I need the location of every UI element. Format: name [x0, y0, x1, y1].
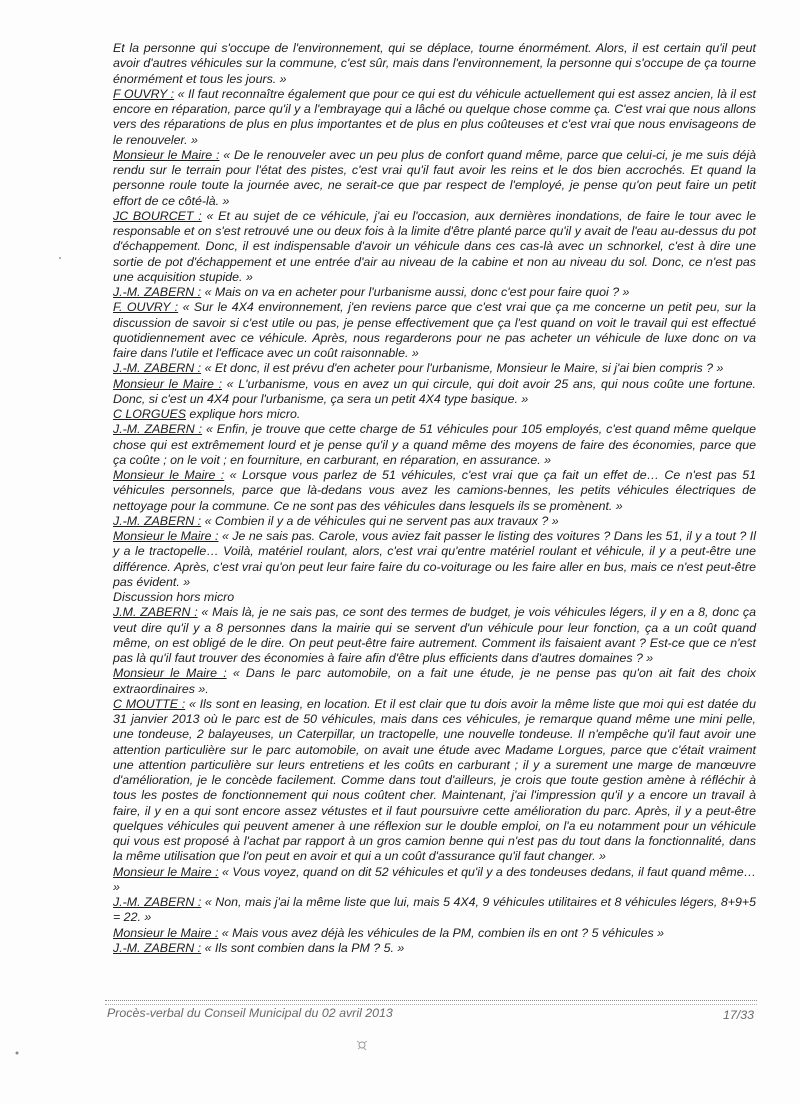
scan-dot-icon [14, 1050, 20, 1056]
speech-text: « Je ne sais pas. Carole, vous aviez fait passer le listing des voitures ? Dans les 51, il y a tout ? Il y a le tractopelle… Voilà, matériel roulant, alors, c'est vrai qu'entre matériel roulant et véhicule, il y a peut-être une différence. Après, c'est vrai qu'on peut leur faire faire du co-voiturage ou les faire aller en bus, mais ce n'est peut-être pas évident. » [113, 529, 756, 589]
speech-text: « Dans le parc automobile, on a fait une étude, je ne pense pas qu'on ait fait des choix extraordinaires ». [113, 666, 757, 696]
speech-text: « Enfin, je trouve que cette charge de 51 véhicules pour 105 employés, c'est quand même quelque chose qui est extrêmement lourd et je pense qu'il y a quand même des moyens de faire des économies, parce que ça coûte ; on le voit ; en fourniture, en carburant, en réparation, en assurance. » [113, 422, 756, 467]
speech-text: Discussion hors micro [113, 590, 235, 604]
speech-text: « L'urbanisme, vous en avez un qui circule, qui doit avoir 25 ans, qui nous coûte une fortune. Donc, si c'est un 4X4 pour l'urbanisme, ça sera un petit 4X4 type basique. » [113, 376, 757, 406]
paragraph [113, 407, 756, 422]
paragraph [113, 895, 756, 926]
speaker-name: C MOUTTE : [113, 696, 186, 711]
speech-text: « Non, mais j'ai la même liste que lui, mais 5 4X4, 9 véhicules utilitaires et 8 véhicules légers, 8+9+5 = 22. » [113, 895, 756, 925]
speech-text: « Il faut reconnaître également que pour ce qui est du véhicule actuellement qui est assez ancien, là il est encore en réparation, parce qu'il y a l'embrayage qui a lâché ou quelque chose comme ça. C'est vrai que nous allons vers des réparations de plus en plus importantes et de plus en plus coûteuses et c'est vrai que nous envisageons de le renouveler. » [113, 86, 756, 147]
speaker-name: Monsieur le Maire : [113, 147, 220, 162]
speech-text: « Lorsque vous parlez de 51 véhicules, c'est vrai que ça fait un effet de… Ce n'est pas 51 véhicules personnels, parce que là-dedans vous avez les camions-bennes, les petits véhicules électriques de nettoyage pour la commune. Ce ne sont pas des véhicules dans lesquels ils se promènent. » [113, 468, 757, 513]
speech-text: « Combien il y a de véhicules qui ne servent pas aux travaux ? » [201, 513, 559, 528]
speaker-name: J.-M. ZABERN : [113, 940, 202, 955]
paragraph [113, 377, 756, 408]
speech-text: « Et au sujet de ce véhicule, j'ai eu l'occasion, aux dernières inondations, de faire le tour avec le responsable et on s'est retrouvé une ou deux fois à la limite d'être planté parce qu'il y avait de l'eau au-dessus du pot d'échappement. Donc, il est indispensable d'avoir un véhicule dans ces cas-là avec un schnorkel, c'est à dire une sortie de pot d'échappement et une entrée d'air au niveau de la cabine et non au niveau du sol. Donc, ce n'est pas une acquisition stupide. » [113, 208, 756, 284]
speaker-name: JC BOURCET : [113, 208, 202, 223]
paragraph [113, 590, 756, 605]
paragraph [113, 361, 756, 376]
speaker-name: Monsieur le Maire : [113, 925, 219, 940]
paragraph [113, 941, 756, 956]
speech-text: « Mais vous avez déjà les véhicules de la PM, combien ils en ont ? 5 véhicules » [218, 925, 664, 940]
paragraph [113, 285, 756, 300]
footer-title: Procès-verbal du Conseil Municipal du 02 avril 2013 [107, 1006, 393, 1020]
speaker-name: Monsieur le Maire : [113, 468, 225, 482]
speaker-name: F OUVRY : [113, 86, 175, 101]
paragraph [113, 300, 756, 361]
speaker-name: J.M. ZABERN : [113, 605, 198, 620]
speech-text: « Sur le 4X4 environnement, j'en reviens parce que c'est vrai que ça me concerne un petit peu, sur la discussion de savoir si c'est utile ou pas, je pense effectivement que ça l'est quand on voit le travail qui est effectué quotidiennement avec ce véhicule. Après, nous regarderons pour ne pas acheter un véhicule de luxe donc on va faire dans l'utile et l'efficace avec un coût raisonnable. » [113, 300, 756, 360]
speech-text: « Mais on va en acheter pour l'urbanisme aussi, donc c'est pour faire quoi ? » [201, 285, 630, 299]
speaker-name: J.-M. ZABERN : [113, 895, 202, 909]
speaker-name: C LORGUES [113, 407, 186, 421]
paragraph [113, 209, 756, 285]
speaker-name: J.-M. ZABERN : [113, 361, 202, 376]
paragraph [113, 468, 756, 514]
speech-text: « Ils sont combien dans la PM ? 5. » [201, 940, 405, 955]
paragraph [113, 605, 756, 666]
paragraph [113, 926, 756, 941]
paragraph [113, 697, 756, 865]
speaker-name: J.-M. ZABERN : [113, 422, 203, 437]
speaker-name: Monsieur le Maire : [113, 376, 223, 391]
paragraph [113, 865, 756, 896]
paragraph [113, 87, 756, 148]
speaker-name: Monsieur le Maire : [113, 529, 219, 543]
speaker-name: J.-M. ZABERN : [113, 513, 202, 528]
paragraph [113, 514, 756, 529]
scan-speck-icon [352, 1036, 372, 1054]
speaker-name: Monsieur le Maire : [113, 666, 227, 681]
speech-text: « Ils sont en leasing, en location. Et il est clair que tu dois avoir la même liste que moi qui est datée du 31 janvier 2013 où le parc est de 50 véhicules, mais dans ces véhicules, je remarque quand même une mini pelle, une tondeuse, 2 balayeuses, un Caterpillar, un tractopelle, une nouvelle tondeuse. Il n'empêche qu'il faut avoir une attention particulière sur le parc automobile, on avait une étude avec Madame Lorgues, parce que c'était vraiment une attention particulière sur leurs entretiens et les coûts en carburant ; il y a surement une marge de manœuvre d'amélioration, je le concède facilement. Comme dans tout d'ailleurs, je crois que toute gestion amène à réfléchir à tous les postes de fonctionnement qui nous coûtent cher. Maintenant, j'ai l'impression qu'il y a encore un travail à faire, il y en a qui sont encore assez vétustes et il faut poursuivre cette amélioration du parc. Après, il y a peut-être quelques véhicules qui peuvent amener à une réflexion sur le double emploi, on l'a eu notamment pour un véhicule qui vous est proposé à l'achat par rapport à un gros camion benne qui n'est pas du tout dans la fonctionnalité, dans la même utilisation que l'on peut en avoir et qui a un coût d'assurance qu'il faut changer. » [113, 696, 756, 864]
paragraph [113, 41, 756, 87]
paragraph [113, 148, 756, 209]
footer-divider [105, 1000, 757, 1005]
paragraph [113, 529, 756, 590]
speech-text: « Mais là, je ne sais pas, ce sont des termes de budget, je vois véhicules légers, il y en a 8, donc ça veut dire qu'il y a 8 personnes dans la mairie qui se servent d'un véhicule pour leur fonction, ça a un coût quand même, on est obligé de le dire. On peut peut-être faire autrement. Comment ils faisaient avant ? Est-ce que ce n'est pas là qu'il faut trouver des économies à faire afin d'être plus efficients dans d'autres domaines ? » [113, 605, 756, 665]
speaker-name: Monsieur le Maire : [113, 864, 219, 879]
page-number: 17/33 [722, 1008, 754, 1022]
document-body [113, 41, 756, 956]
speaker-name: F. OUVRY : [113, 300, 179, 315]
speech-text: explique hors micro. [185, 407, 301, 421]
speech-text: « Et donc, il est prévu d'en acheter pour l'urbanisme, Monsieur le Maire, si j'ai bien compris ? » [201, 361, 724, 376]
paragraph [113, 666, 756, 697]
speech-text: Et la personne qui s'occupe de l'environnement, qui se déplace, tourne énormément. Alors, il est certain qu'il peut avoir d'autres véhicules sur la commune, c'est sûr, mais dans l'environnement, la personne qui s'occupe de ça tourne énormément et tous les jours. » [113, 41, 756, 86]
paragraph [113, 422, 756, 468]
scan-dot-icon [58, 256, 62, 260]
speaker-name: J.-M. ZABERN : [113, 285, 202, 299]
speech-text: « De le renouveler avec un peu plus de confort quand même, parce que celui-ci, je me suis déjà rendu sur le terrain pour l'état des pistes, c'est vrai qu'il faut avoir les reins et le dos bien accrochés. Et quand la personne roule toute la journée avec, ne serait-ce que par respect de l'employé, je pense qu'on peut faire un petit effort de ce côté-là. » [113, 147, 756, 208]
speech-text: « Vous voyez, quand on dit 52 véhicules et qu'il y a des tondeuses dedans, il faut quand même… » [113, 864, 757, 894]
